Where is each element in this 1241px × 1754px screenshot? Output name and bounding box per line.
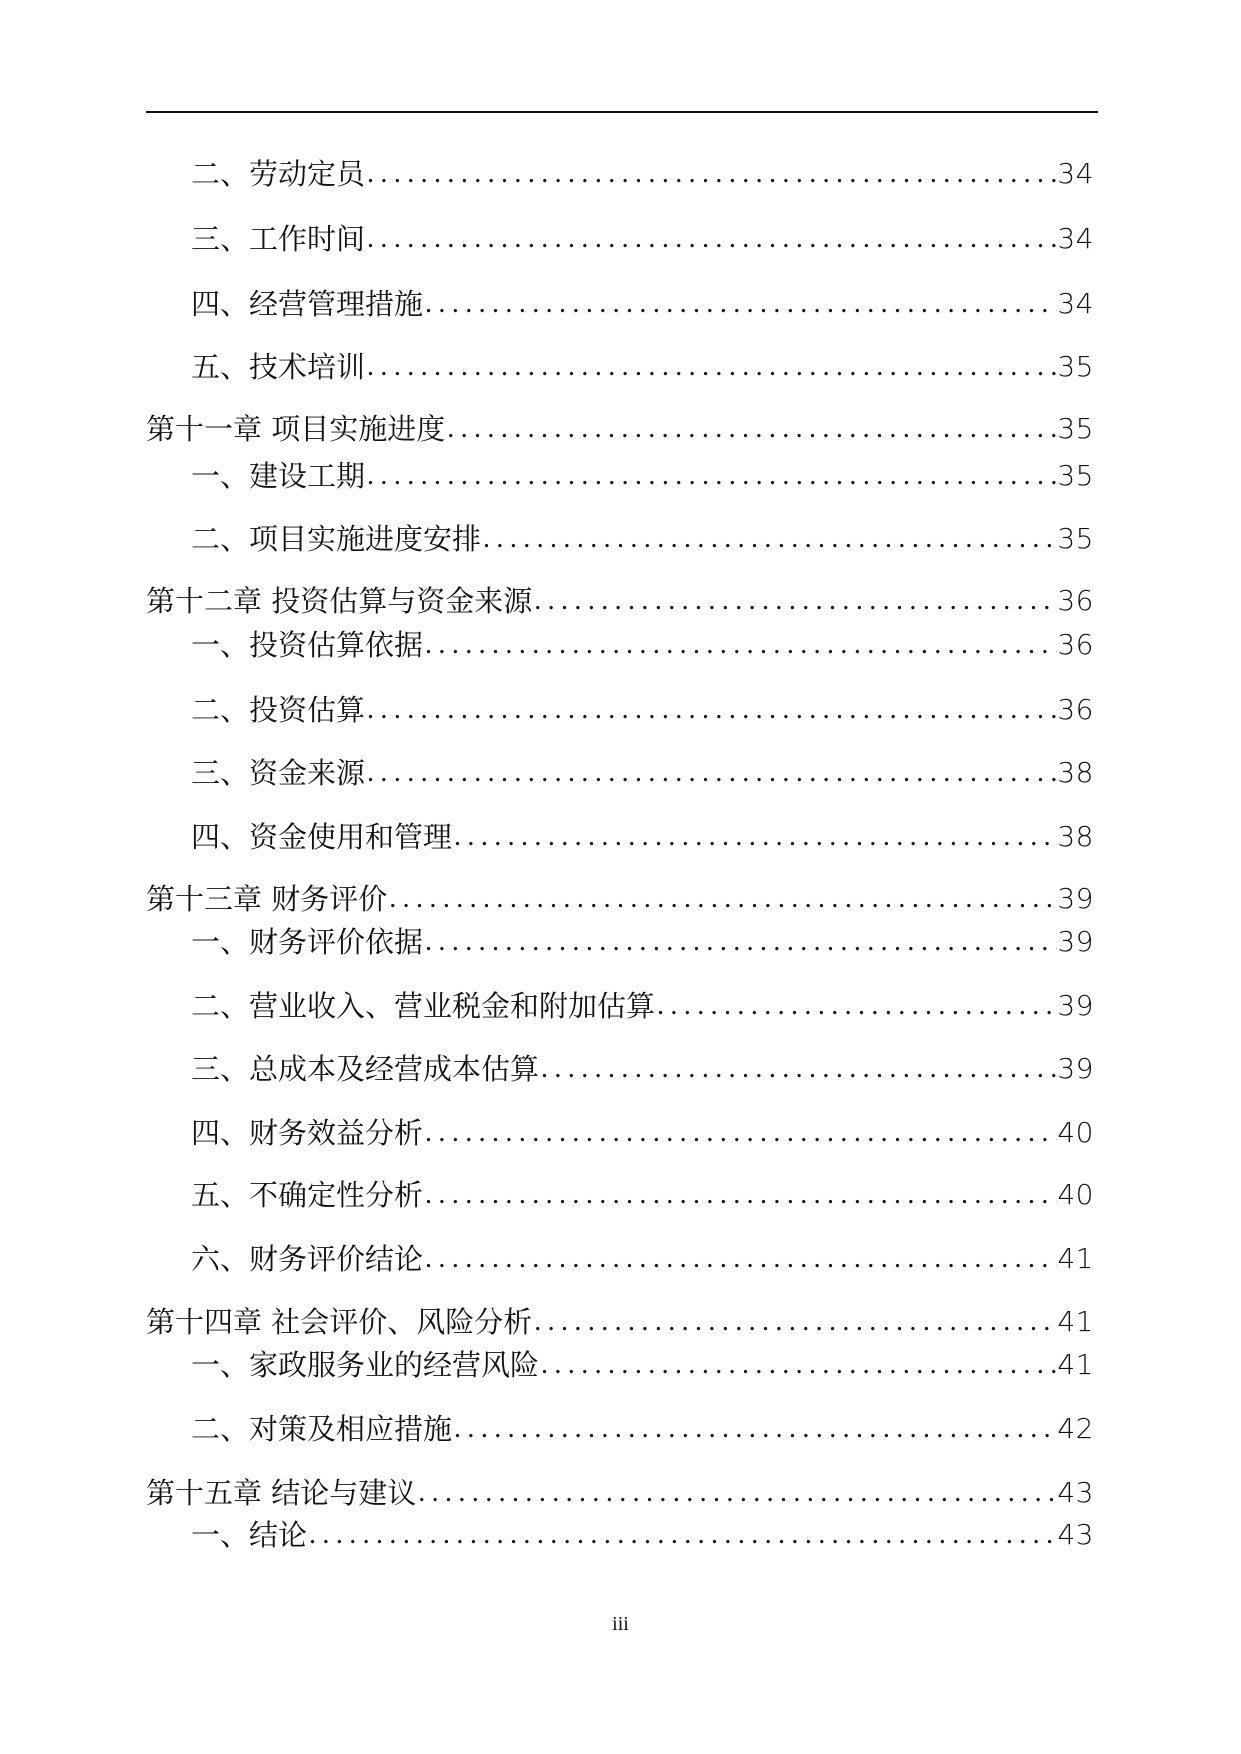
toc-entry-label: 四、财务效益分析 — [191, 1116, 424, 1150]
page-number: iii — [612, 1613, 629, 1635]
toc-entry-label: 一、结论 — [191, 1518, 308, 1552]
toc-page-number: 34 — [1057, 157, 1094, 190]
toc-dot-leader — [445, 409, 1057, 449]
toc-dot-leader — [365, 347, 1057, 387]
toc-chapter-entry[interactable] — [146, 581, 1094, 621]
toc-page-number: 36 — [1057, 693, 1094, 726]
toc-section-entry[interactable] — [146, 456, 1094, 496]
toc-page-number: 35 — [1057, 459, 1094, 492]
toc-dot-leader — [423, 284, 1057, 324]
toc-entry-label: 三、总成本及经营成本估算 — [191, 1052, 540, 1086]
toc-entry-label: 二、投资估算 — [191, 693, 366, 727]
toc-entry-label: 一、建设工期 — [191, 459, 366, 493]
toc-section-entry[interactable] — [146, 817, 1094, 857]
toc-entry-label: 二、营业收入、营业税金和附加估算 — [191, 989, 656, 1023]
toc-page-number: 39 — [1057, 882, 1094, 915]
toc-page-number: 43 — [1057, 1476, 1094, 1509]
toc-section-entry[interactable] — [146, 1239, 1094, 1279]
toc-page-number: 41 — [1057, 1242, 1094, 1275]
toc-page-number: 41 — [1057, 1305, 1094, 1338]
toc-dot-leader — [416, 1473, 1057, 1513]
toc-section-entry[interactable] — [146, 347, 1094, 387]
toc-dot-leader — [365, 219, 1057, 259]
toc-section-entry[interactable] — [146, 690, 1094, 730]
toc-dot-leader — [423, 922, 1057, 962]
toc-page-number: 43 — [1057, 1518, 1094, 1551]
toc-page-number: 35 — [1057, 412, 1094, 445]
toc-entry-label: 一、财务评价依据 — [191, 925, 424, 959]
toc-section-entry[interactable] — [146, 753, 1094, 793]
toc-dot-leader — [532, 1302, 1057, 1342]
toc-dot-leader — [452, 817, 1057, 857]
toc-page-number: 40 — [1057, 1178, 1094, 1211]
toc-dot-leader — [307, 1515, 1057, 1555]
toc-entry-label: 第十四章 社会评价、风险分析 — [146, 1305, 533, 1339]
toc-dot-leader — [481, 519, 1057, 559]
toc-dot-leader — [365, 154, 1057, 194]
toc-chapter-entry[interactable] — [146, 879, 1094, 919]
toc-page-number: 38 — [1057, 820, 1094, 853]
toc-page-number: 35 — [1057, 522, 1094, 555]
toc-entry-label: 第十一章 项目实施进度 — [146, 412, 446, 446]
toc-entry-label: 第十二章 投资估算与资金来源 — [146, 584, 533, 618]
toc-section-entry[interactable] — [146, 1175, 1094, 1215]
header-rule — [146, 111, 1098, 113]
toc-page-number: 40 — [1057, 1116, 1094, 1149]
toc-entry-label: 五、技术培训 — [191, 350, 366, 384]
toc-page-number: 36 — [1057, 584, 1094, 617]
toc-section-entry[interactable] — [146, 1345, 1094, 1385]
toc-entry-label: 三、工作时间 — [191, 222, 366, 256]
toc-section-entry[interactable] — [146, 284, 1094, 324]
toc-dot-leader — [539, 1345, 1057, 1385]
toc-dot-leader — [365, 690, 1057, 730]
toc-entry-label: 六、财务评价结论 — [191, 1242, 424, 1276]
toc-dot-leader — [423, 625, 1057, 665]
toc-dot-leader — [532, 581, 1057, 621]
toc-dot-leader — [452, 1409, 1057, 1449]
toc-entry-label: 一、投资估算依据 — [191, 628, 424, 662]
toc-section-entry[interactable] — [146, 1049, 1094, 1089]
toc-entry-label: 一、家政服务业的经营风险 — [191, 1348, 540, 1382]
toc-entry-label: 五、不确定性分析 — [191, 1178, 424, 1212]
toc-page-number: 39 — [1057, 989, 1094, 1022]
toc-page-number: 34 — [1057, 287, 1094, 320]
toc-dot-leader — [655, 986, 1057, 1026]
toc-section-entry[interactable] — [146, 625, 1094, 665]
toc-dot-leader — [539, 1049, 1057, 1089]
toc-page-number: 38 — [1057, 756, 1094, 789]
toc-page-number: 42 — [1057, 1412, 1094, 1445]
toc-section-entry[interactable] — [146, 1409, 1094, 1449]
toc-entry-label: 三、资金来源 — [191, 756, 366, 790]
toc-page-number: 35 — [1057, 350, 1094, 383]
toc-entry-label: 第十三章 财务评价 — [146, 882, 388, 916]
toc-section-entry[interactable] — [146, 1515, 1094, 1555]
toc-entry-label: 二、劳动定员 — [191, 157, 366, 191]
toc-entry-label: 四、经营管理措施 — [191, 287, 424, 321]
toc-page-number: 36 — [1057, 628, 1094, 661]
toc-chapter-entry[interactable] — [146, 409, 1094, 449]
toc-dot-leader — [387, 879, 1057, 919]
toc-page-number: 39 — [1057, 925, 1094, 958]
toc-section-entry[interactable] — [146, 219, 1094, 259]
toc-entry-label: 第十五章 结论与建议 — [146, 1476, 417, 1510]
toc-chapter-entry[interactable] — [146, 1473, 1094, 1513]
toc-section-entry[interactable] — [146, 1113, 1094, 1153]
toc-chapter-entry[interactable] — [146, 1302, 1094, 1342]
toc-section-entry[interactable] — [146, 922, 1094, 962]
toc-entry-label: 二、项目实施进度安排 — [191, 522, 482, 556]
toc-section-entry[interactable] — [146, 154, 1094, 194]
toc-dot-leader — [423, 1113, 1057, 1153]
toc-section-entry[interactable] — [146, 986, 1094, 1026]
toc-page-number: 34 — [1057, 222, 1094, 255]
toc-entry-label: 四、资金使用和管理 — [191, 820, 453, 854]
toc-dot-leader — [423, 1239, 1057, 1279]
toc-page-number: 39 — [1057, 1052, 1094, 1085]
toc-dot-leader — [365, 456, 1057, 496]
toc-dot-leader — [365, 753, 1057, 793]
toc-page-number: 41 — [1057, 1348, 1094, 1381]
toc-entry-label: 二、对策及相应措施 — [191, 1412, 453, 1446]
toc-section-entry[interactable] — [146, 519, 1094, 559]
toc-dot-leader — [423, 1175, 1057, 1215]
